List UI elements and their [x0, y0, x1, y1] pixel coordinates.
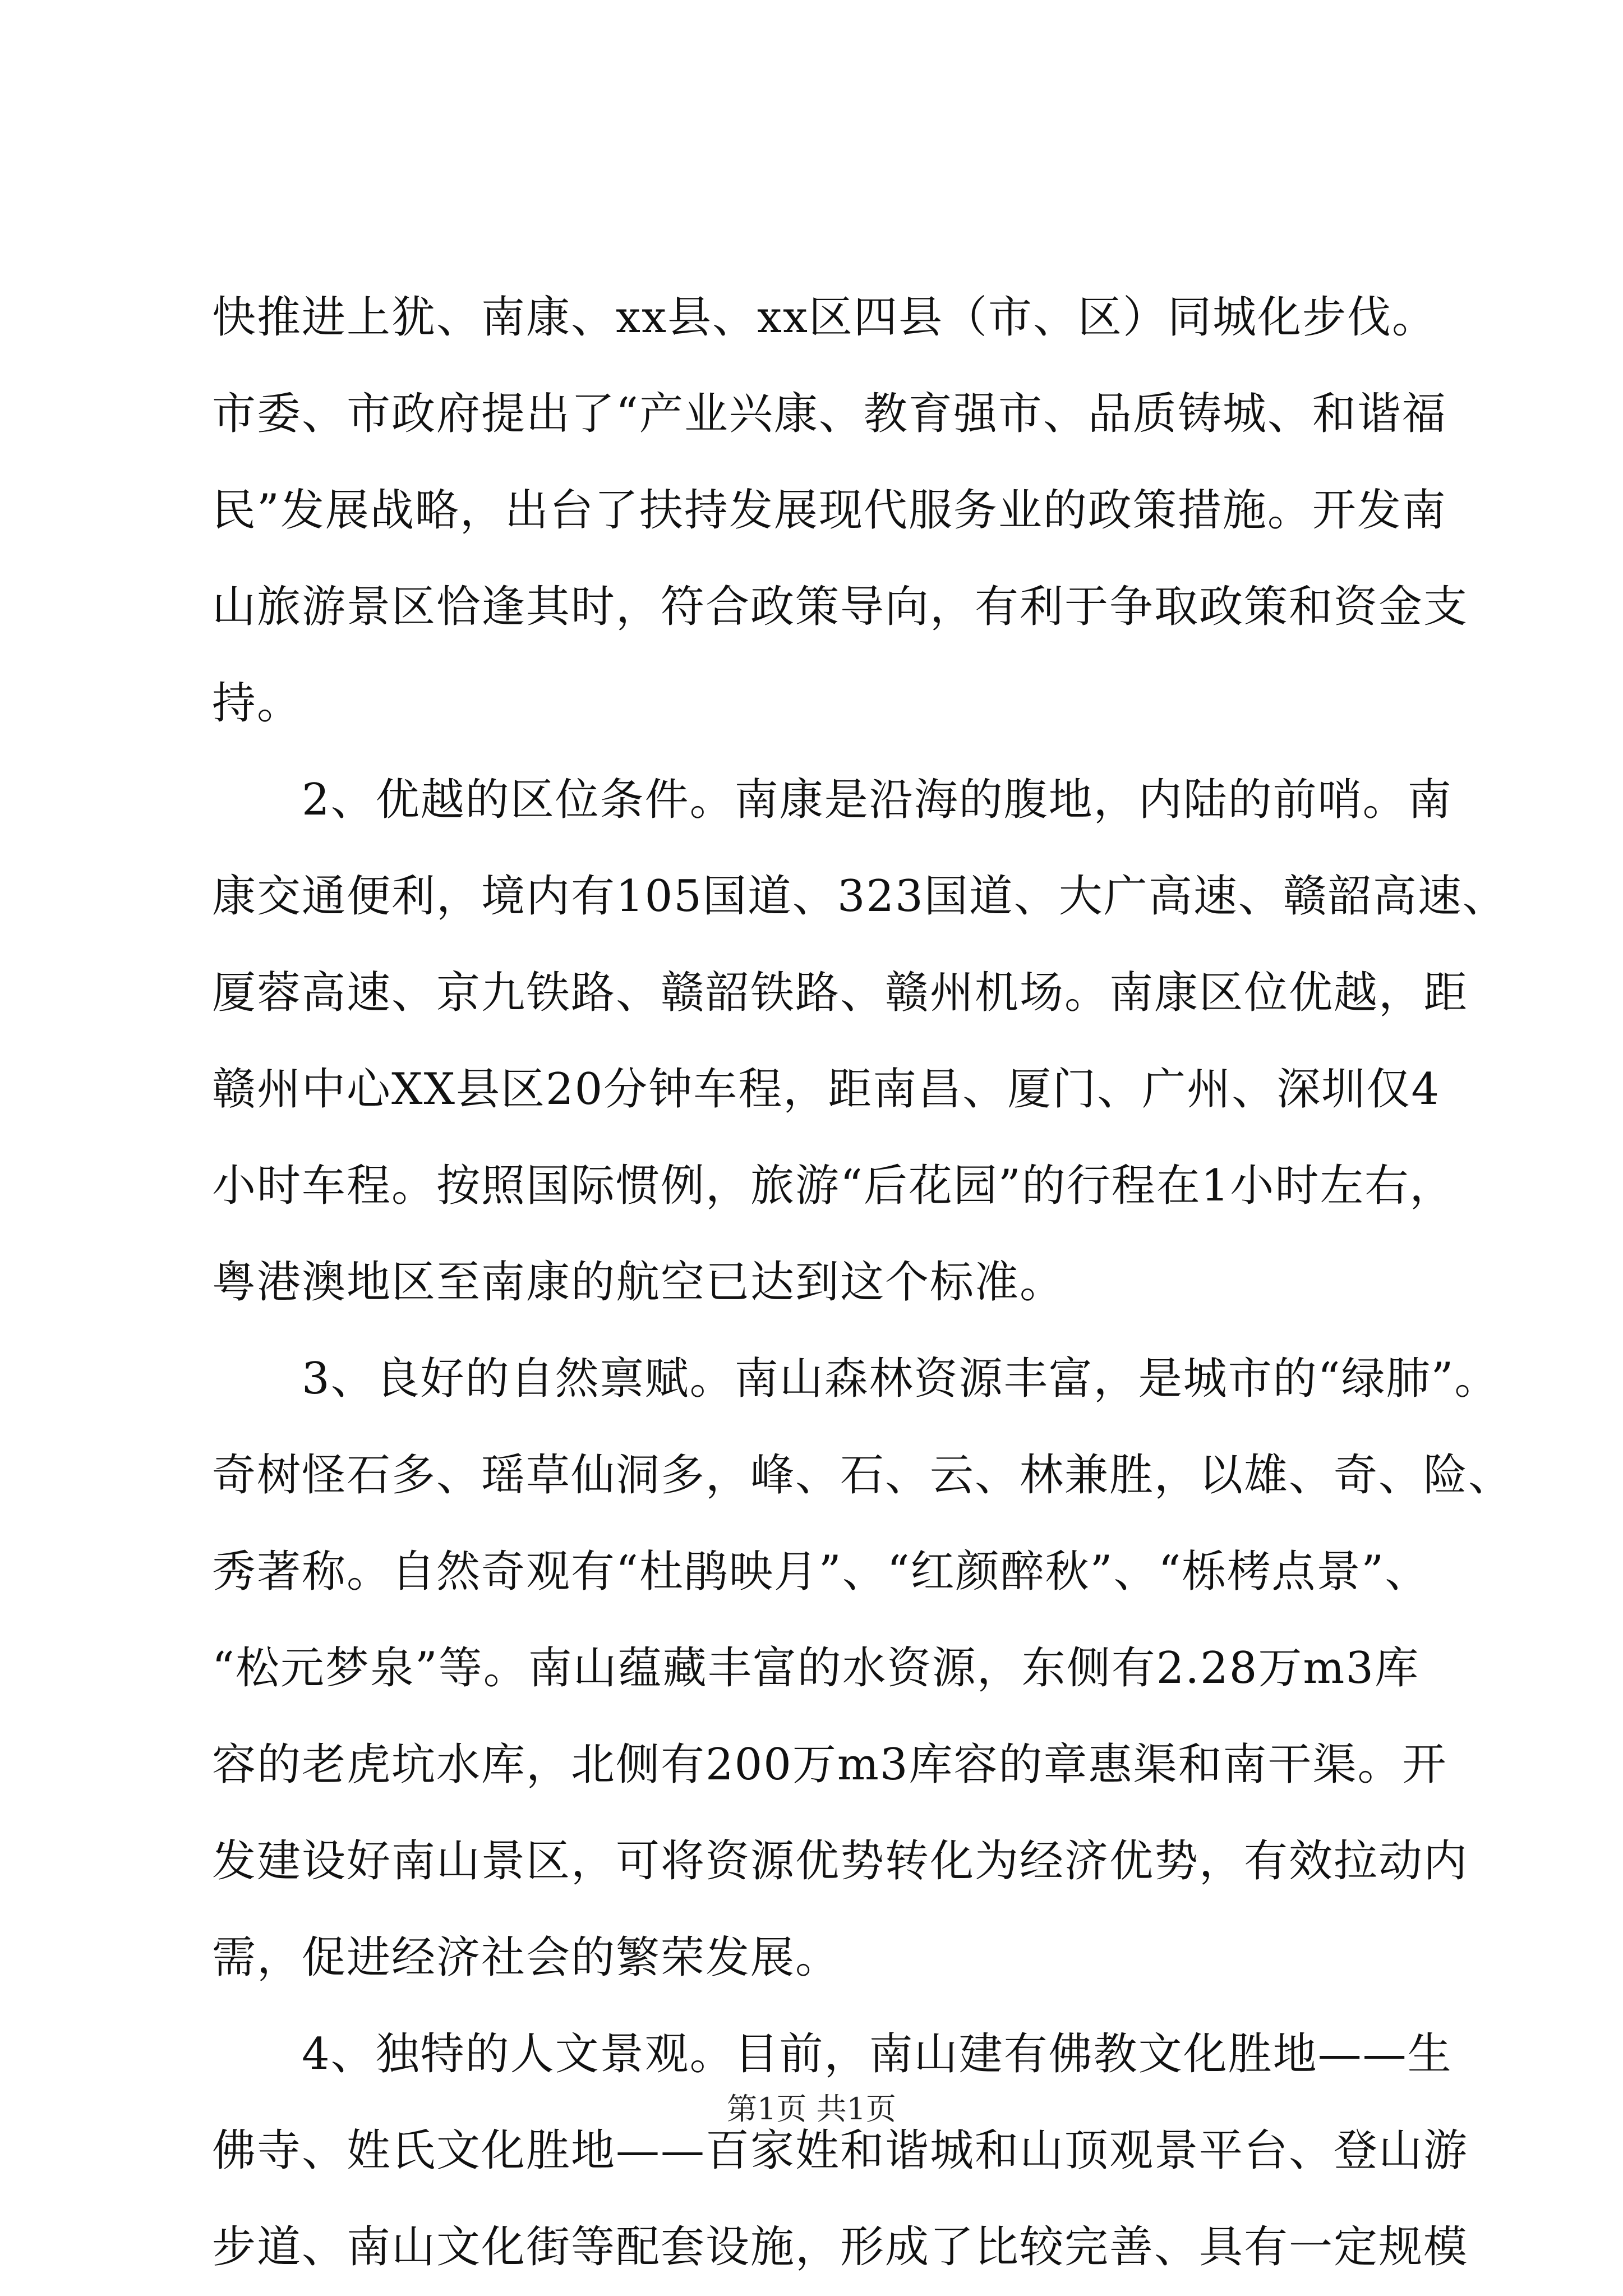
text-line: 快推进上犹、南康、xx县、xx区四县（市、区）同城化步伐。: [212, 292, 1437, 343]
paragraph-location: [212, 752, 1507, 1331]
paragraph-nature: [212, 1331, 1514, 2006]
document-body: [212, 269, 1514, 2295]
paragraph-context: [212, 269, 1469, 752]
page-footer: [0, 2087, 1623, 2132]
page-number-label: 第1页 共1页: [727, 2091, 896, 2127]
text-line: “松元梦泉”等。南山蕴藏丰富的水资源，东侧有2.28万m3库: [212, 1643, 1420, 1694]
text-line: 奇树怪石多、瑶草仙洞多，峰、石、云、林兼胜，以雄、奇、险、: [212, 1450, 1514, 1501]
text-line: 容的老虎坑水库，北侧有200万m3库容的章惠渠和南干渠。开: [212, 1740, 1447, 1790]
text-line: 市委、市政府提出了“产业兴康、教育强市、品质铸城、和谐福: [212, 389, 1447, 439]
text-line: 民”发展战略，出台了扶持发展现代服务业的政策措施。开发南: [212, 485, 1447, 536]
text-line: 发建设好南山景区，可将资源优势转化为经济优势，有效拉动内: [212, 1836, 1469, 1887]
text-line: 厦蓉高速、京九铁路、赣韶铁路、赣州机场。南康区位优越，距: [212, 968, 1469, 1018]
text-line: 步道、南山文化街等配套设施，形成了比较完善、具有一定规模: [212, 2222, 1469, 2272]
text-line: 佛寺、姓氏文化胜地——百家姓和谐城和山顶观景平台、登山游: [212, 2125, 1469, 2176]
text-line: 需，促进经济社会的繁荣发展。: [212, 1932, 841, 1983]
text-line: 粤港澳地区至南康的航空已达到这个标准。: [212, 1257, 1065, 1308]
text-line: 4、独特的人文景观。目前，南山建有佛教文化胜地——生: [302, 2029, 1453, 2079]
text-line: 小时车程。按照国际惯例，旅游“后花园”的行程在1小时左右，: [212, 1161, 1455, 1211]
text-line: 持。: [212, 678, 302, 729]
text-line: 赣州中心XX县区20分钟车程，距南昌、厦门、广州、深圳仅4: [212, 1064, 1440, 1115]
text-line: 3、良好的自然禀赋。南山森林资源丰富，是城市的“绿肺”。: [302, 1354, 1500, 1404]
text-line: 山旅游景区恰逢其时，符合政策导向，有利于争取政策和资金支: [212, 582, 1469, 632]
text-line: 2、优越的区位条件。南康是沿海的腹地，内陆的前哨。南: [302, 775, 1453, 825]
paragraph-culture: [212, 2006, 1469, 2295]
text-line: 康交通便利，境内有105国道、323国道、大广高速、赣韶高速、: [212, 871, 1507, 922]
text-line: 秀著称。自然奇观有“杜鹃映月”、“红颜醉秋”、“栎栲点景”、: [212, 1547, 1430, 1597]
